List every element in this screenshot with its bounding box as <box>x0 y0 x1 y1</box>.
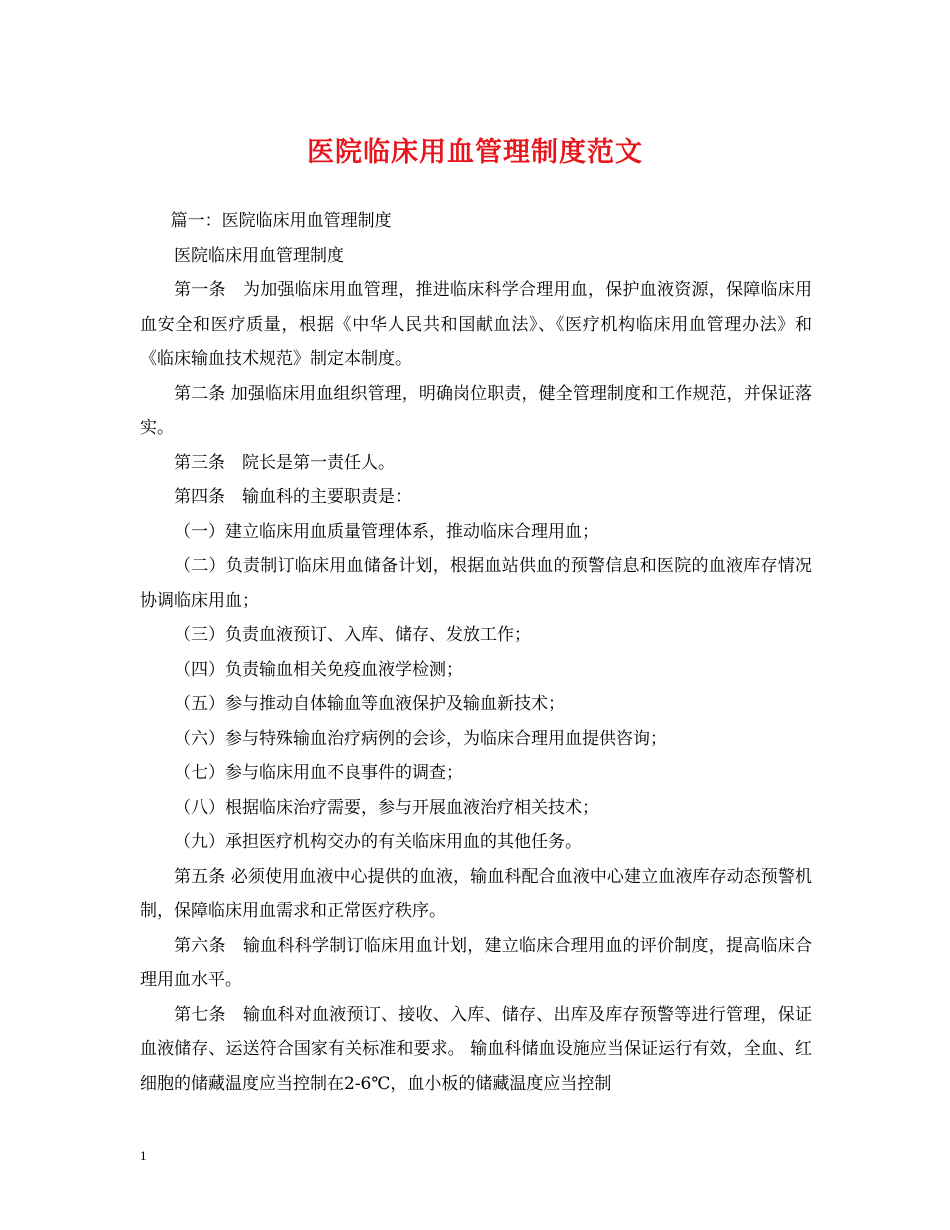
section-heading: 篇一：医院临床用血管理制度 <box>170 211 392 231</box>
paragraph: 第七条 输血科对血液预订、接收、入库、储存、出库及库存预警等进行管理，保证血液储存、运送符合国家有关标准和要求。 输血科储血设施应当保证运行有效，全血、红细胞的储藏温度应当控制在2-6℃，血小板的储藏温度应当控制 <box>140 1004 812 1094</box>
list-item: （八）根据临床治疗需要，参与开展血液治疗相关技术； <box>174 797 599 818</box>
paragraph: 第四条 输血科的主要职责是： <box>174 487 412 507</box>
paragraph: 第六条 输血科科学制订临床用血计划，建立临床合理用血的评价制度，提高临床合理用血水平。 <box>140 935 812 990</box>
list-item: （五）参与推动自体输血等血液保护及输血新技术； <box>174 694 565 714</box>
subsection-heading: 医院临床用血管理制度 <box>174 245 344 266</box>
list-item: （二）负责制订临床用血储备计划，根据血站供血的预警信息和医院的血液库存情况协调临床用血； <box>140 556 812 611</box>
document-title: 医院临床用血管理制度范文 <box>307 137 643 168</box>
list-item: （三）负责血液预订、入库、储存、发放工作； <box>174 625 531 645</box>
list-item: （七）参与临床用血不良事件的调查； <box>174 763 463 783</box>
paragraph: 第三条 院长是第一责任人。 <box>174 452 395 473</box>
document-body <box>140 204 812 1101</box>
list-item: （九）承担医疗机构交办的有关临床用血的其他任务。 <box>174 832 582 852</box>
page-number: 1 <box>140 1148 147 1163</box>
paragraph: 第五条 必须使用血液中心提供的血液，输血科配合血液中心建立血液库存动态预警机制，保障临床用血需求和正常医疗秩序。 <box>140 866 812 921</box>
list-item: （六）参与特殊输血治疗病例的会诊，为临床合理用血提供咨询； <box>174 728 667 749</box>
paragraph: 第一条 为加强临床用血管理，推进临床科学合理用血，保护血液资源，保障临床用血安全和医疗质量，根据《中华人民共和国献血法》、《医疗机构临床用血管理办法》和《临床输血技术规范》制定本制度。 <box>140 280 812 369</box>
list-item: （一）建立临床用血质量管理体系，推动临床合理用血； <box>174 521 599 542</box>
paragraph: 第二条 加强临床用血组织管理，明确岗位职责，健全管理制度和工作规范，并保证落实。 <box>140 383 812 438</box>
list-item: （四）负责输血相关免疫血液学检测； <box>174 659 463 680</box>
